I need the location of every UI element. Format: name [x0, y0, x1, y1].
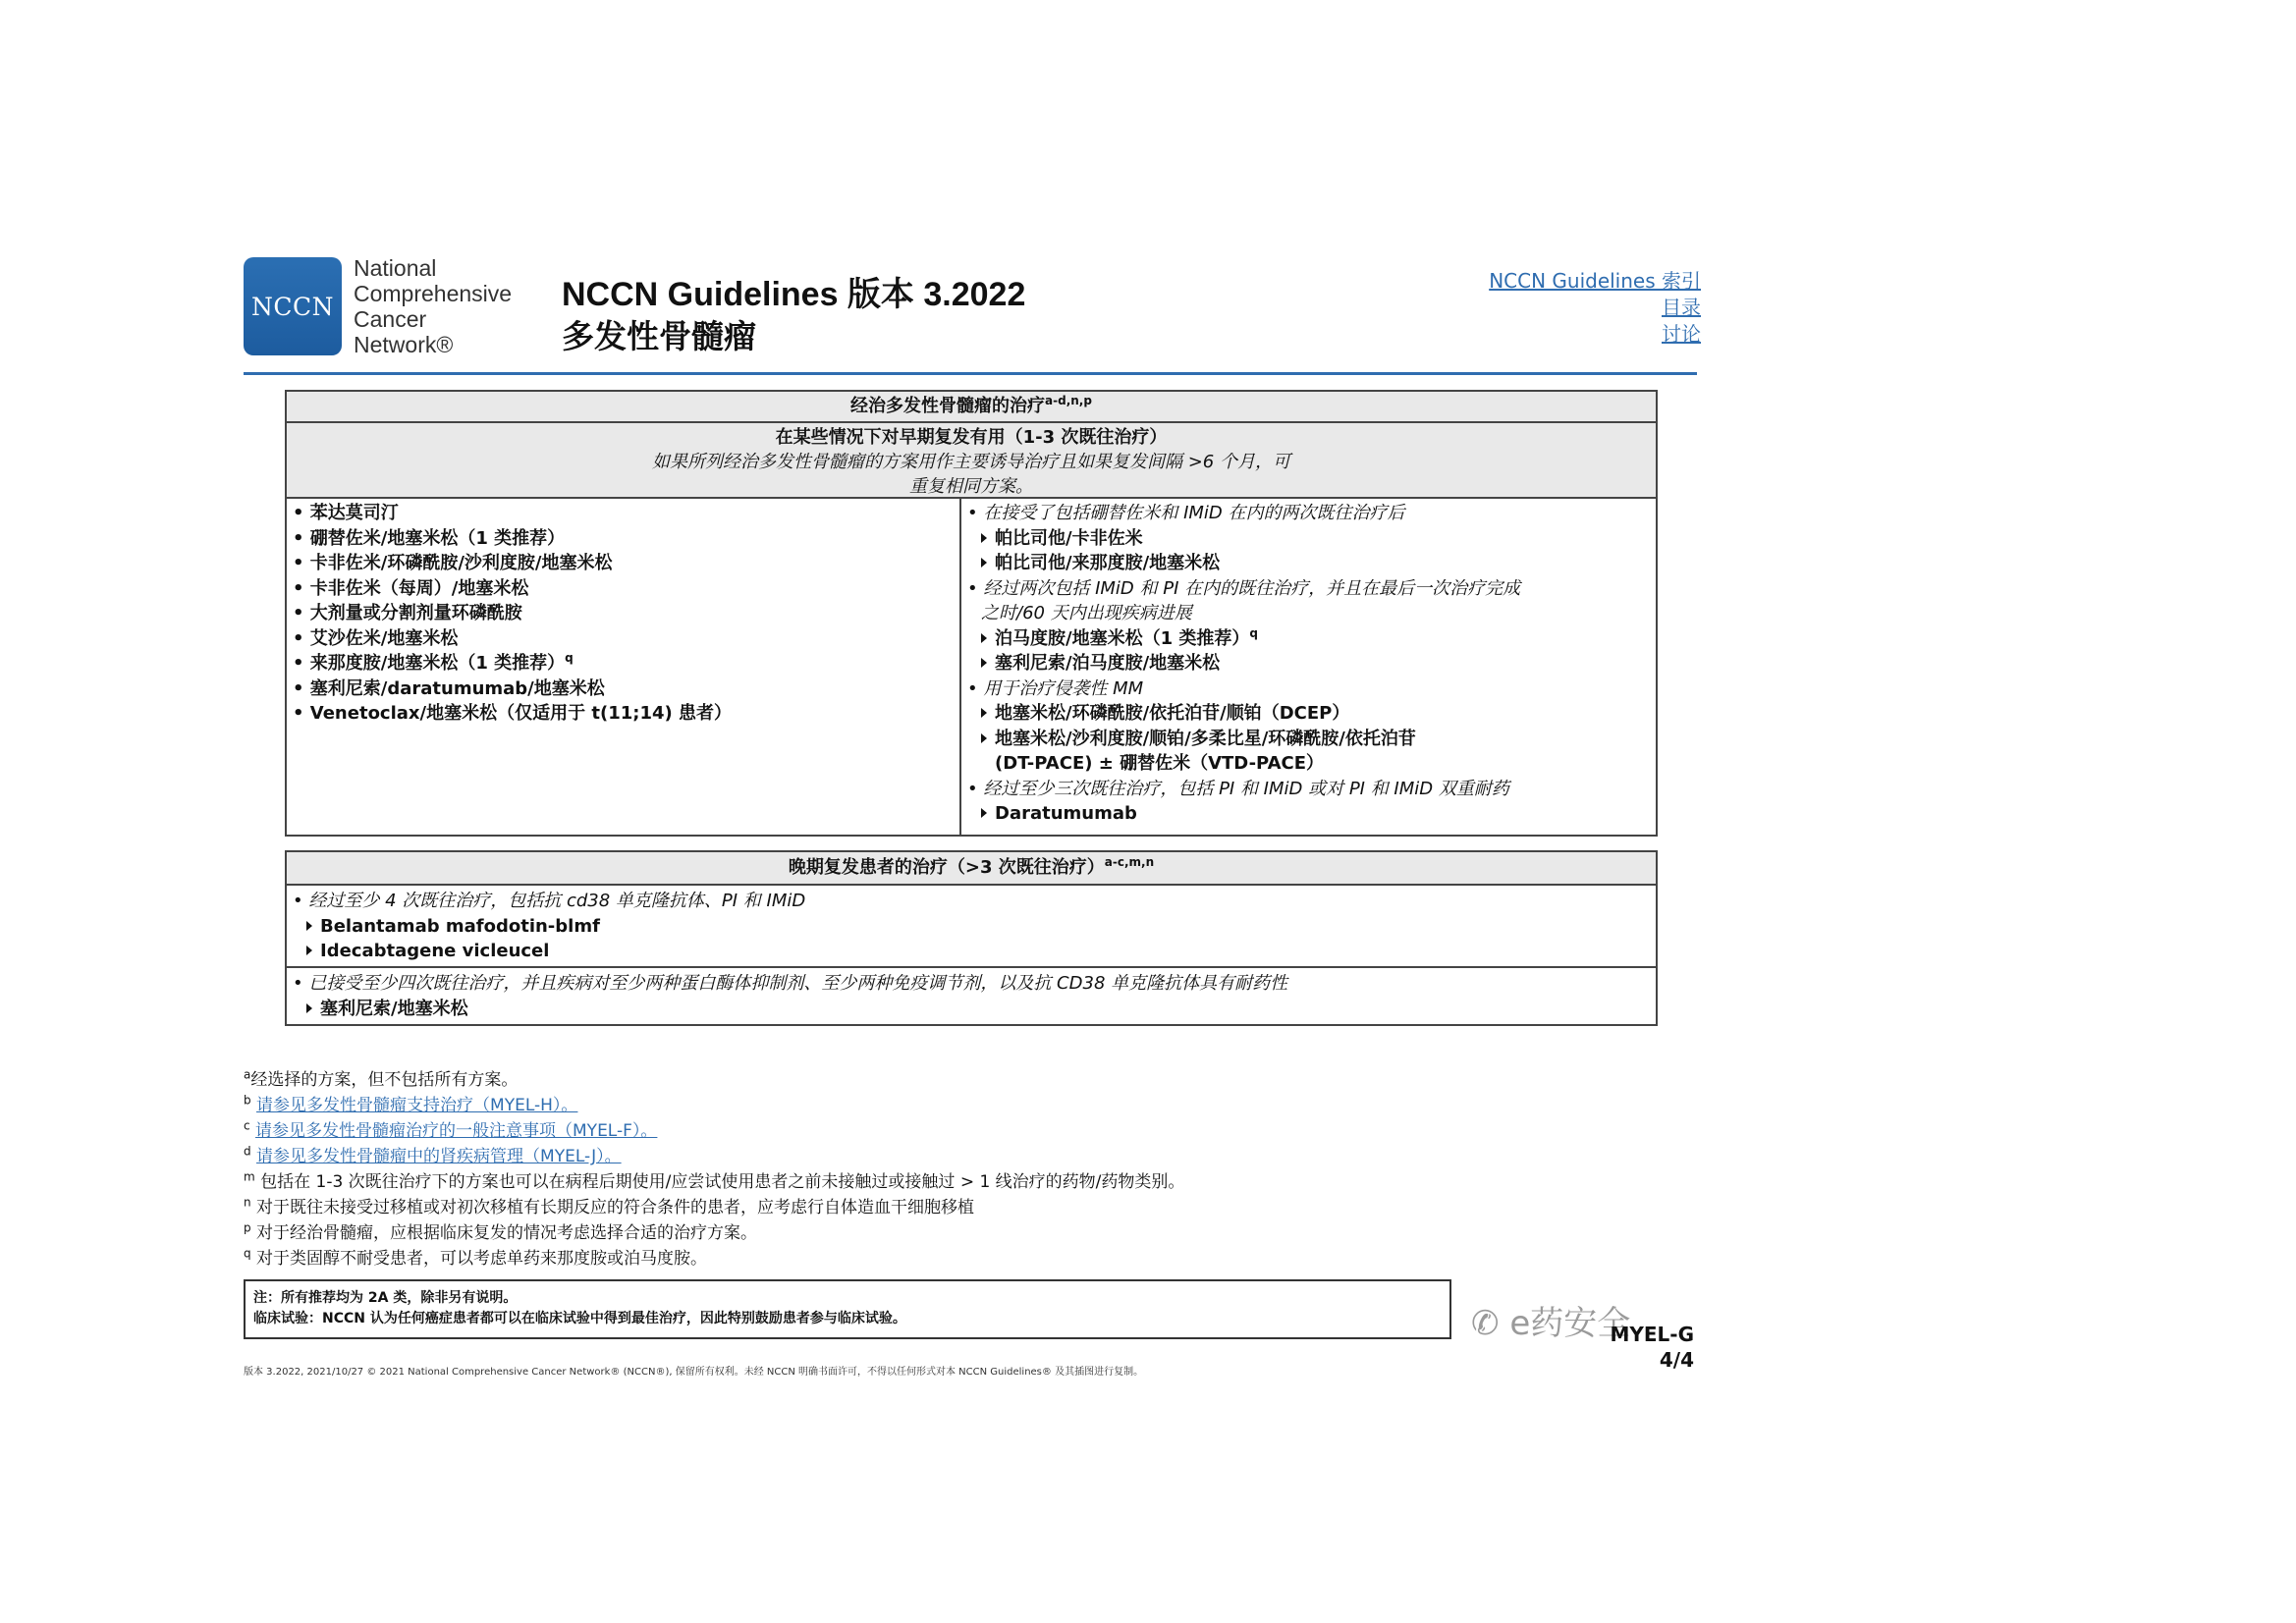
- table-row: [287, 968, 1656, 1021]
- table-title: 经治多发性骨髓瘤的治疗: [850, 396, 1046, 416]
- footnote: $^b$ 请参见多发性骨髓瘤支持治疗（MYEL-H）。: [244, 1093, 578, 1115]
- list-item: • 硼替佐米/地塞米松（1 类推荐）: [293, 527, 566, 549]
- triangle-bullet-icon: [981, 733, 987, 743]
- footnote: $^q$ 对于类固醇不耐受患者，可以考虑单药来那度胺或泊马度胺。: [244, 1246, 708, 1269]
- list-item: • 塞利尼索/daratumumab/地塞米松: [293, 677, 605, 699]
- list-item: 塞利尼索/地塞米松: [293, 997, 1656, 1022]
- table-header: [287, 392, 1656, 423]
- page-title: NCCN Guidelines 版本 3.2022: [562, 276, 1026, 313]
- list-item: 帕比司他/来那度胺/地塞米松: [967, 551, 1656, 576]
- condition-item: • 经过两次包括 IMiD 和 PI 在内的既往治疗，并且在最后一次治疗完成: [967, 577, 1521, 599]
- guidelines-index-link[interactable]: NCCN Guidelines 索引: [1489, 269, 1701, 293]
- triangle-bullet-icon: [306, 921, 312, 931]
- triangle-bullet-icon: [981, 808, 987, 818]
- list-item: • Venetoclax/地塞米松（仅适用于 t(11;14) 患者）: [293, 703, 732, 724]
- condition-item: • 在接受了包括硼替佐米和 IMiD 在内的两次既往治疗后: [967, 503, 1405, 523]
- triangle-bullet-icon: [981, 558, 987, 568]
- clinical-trials-note: 临床试验：NCCN 认为任何癌症患者都可以在临床试验中得到最佳治疗，因此特别鼓励患者参与临床试验。: [253, 1311, 906, 1326]
- footnote: $^p$ 对于经治骨髓瘤，应根据临床复发的情况考虑选择合适的治疗方案。: [244, 1220, 758, 1243]
- org-name-line: National: [354, 255, 437, 281]
- table-header: [287, 852, 1656, 886]
- condition-item: • 经过至少 4 次既往治疗，包括抗 cd38 单克隆抗体、PI 和 IMiD: [293, 891, 806, 911]
- nccn-logo: [244, 257, 342, 355]
- recommendation-note-box: [244, 1279, 1451, 1339]
- condition-item: • 用于治疗侵袭性 MM: [967, 677, 1144, 699]
- page-identifier: [1596, 1322, 1694, 1373]
- list-item: • 苯达莫司汀: [293, 503, 399, 523]
- footnote: $^a$经选择的方案，但不包括所有方案。: [244, 1067, 519, 1090]
- condition-item: • 已接受至少四次既往治疗，并且疾病对至少两种蛋白酶体抑制剂、至少两种免疫调节剂，以及抗 CD38 单克隆抗体具有耐药性: [293, 973, 1288, 994]
- triangle-bullet-icon: [981, 658, 987, 668]
- triangle-bullet-icon: [981, 633, 987, 643]
- title-footnote-ref: a-c,m,n: [1104, 855, 1155, 869]
- footnote: $^n$ 对于既往未接受过移植或对初次移植有长期反应的符合条件的患者，应考虑行自体造血干细胞移植: [244, 1195, 975, 1217]
- late-relapse-table: [285, 850, 1658, 1026]
- footnote-ref: q: [565, 651, 574, 665]
- list-item: 地塞米松/沙利度胺/顺铂/多柔比星/环磷酰胺/依托泊苷: [967, 727, 1656, 752]
- footnote: $^c$ 请参见多发性骨髓瘤治疗的一般注意事项（MYEL-F）。: [244, 1118, 658, 1141]
- early-relapse-heading: 在某些情况下对早期复发有用（1-3 次既往治疗）: [775, 427, 1168, 448]
- triangle-bullet-icon: [306, 1003, 312, 1013]
- triangle-bullet-icon: [981, 708, 987, 718]
- footnote-link[interactable]: 请参见多发性骨髓瘤治疗的一般注意事项（MYEL-F）。: [255, 1121, 658, 1141]
- organization-name: [354, 255, 512, 357]
- list-item: 泊马度胺/地塞米松（1 类推荐）$^q$: [967, 626, 1656, 652]
- org-name-line: Network®: [354, 332, 454, 357]
- previously-treated-table: [285, 390, 1658, 837]
- page-code: MYEL-G: [1610, 1323, 1694, 1346]
- condition-item: • 经过至少三次既往治疗，包括 PI 和 IMiD 或对 PI 和 IMiD 双重耐药: [967, 778, 1509, 799]
- table-row: [287, 886, 1656, 968]
- list-item: • 来那度胺/地塞米松（1 类推荐）$^q$: [293, 651, 574, 674]
- table-title: 晚期复发患者的治疗（>3 次既往治疗）: [788, 857, 1105, 878]
- wechat-watermark: ✆ e药安全: [1471, 1304, 1631, 1343]
- title-footnote-ref: a-d,n,p: [1045, 394, 1092, 407]
- list-item: Daratumumab: [967, 801, 1656, 827]
- discussion-link[interactable]: 讨论: [1662, 322, 1701, 346]
- page-subtitle: 多发性骨髓瘤: [562, 317, 756, 355]
- header-divider: [244, 372, 1697, 375]
- org-name-line: Comprehensive: [354, 281, 513, 306]
- table-of-contents-link[interactable]: 目录: [1662, 296, 1701, 319]
- list-item: • 卡非佐米/环磷酰胺/沙利度胺/地塞米松: [293, 553, 613, 573]
- footnote-ref: q: [1249, 625, 1258, 640]
- regimen-list-right: [961, 499, 1656, 835]
- list-item: Belantamab mafodotin-blmf: [293, 914, 1656, 940]
- list-item: • 卡非佐米（每周）/地塞米松: [293, 577, 529, 599]
- regimen-list-left: [287, 499, 961, 835]
- list-item-cont: (DT-PACE) ± 硼替佐米（VTD-PACE）: [995, 753, 1325, 774]
- triangle-bullet-icon: [981, 533, 987, 543]
- wechat-icon: ✆: [1471, 1304, 1500, 1343]
- logo-text: NCCN: [250, 292, 334, 321]
- category-note: 注：所有推荐均为 2A 类，除非另有说明。: [253, 1290, 518, 1306]
- list-item: • 艾沙佐米/地塞米松: [293, 627, 459, 649]
- footnotes: [244, 1067, 1184, 1271]
- list-item: Idecabtagene vicleucel: [293, 939, 1656, 964]
- org-name-line: Cancer: [354, 306, 427, 332]
- repeat-regimen-note-cont: 重复相同方案。: [909, 476, 1033, 497]
- condition-item-cont: 之时/60 天内出现疾病进展: [981, 603, 1192, 623]
- copyright-footer: 版本 3.2022, 2021/10/27 © 2021 National Comprehensive Cancer Network® (NCCN®), 保留所有权利。未经 NCCN 明确书面许可，不得以任何形式对本 NCCN Guidelines® 及其插图进行复制。: [244, 1367, 1144, 1378]
- list-item: 塞利尼索/泊马度胺/地塞米松: [967, 651, 1656, 676]
- table-subheader: [287, 423, 1656, 499]
- repeat-regimen-note: 如果所列经治多发性骨髓瘤的方案用作主要诱导治疗且如果复发间隔 >6 个月，可: [652, 452, 1290, 472]
- footnote: $^d$ 请参见多发性骨髓瘤中的肾疾病管理（MYEL-J）。: [244, 1144, 622, 1166]
- footnote-link[interactable]: 请参见多发性骨髓瘤支持治疗（MYEL-H）。: [256, 1096, 578, 1115]
- footnote: $^m$ 包括在 1-3 次既往治疗下的方案也可以在病程后期使用/应尝试使用患者之前未接触过或接触过 > 1 线治疗的药物/药物类别。: [244, 1169, 1185, 1192]
- list-item: 帕比司他/卡非佐米: [967, 526, 1656, 552]
- page-number: 4/4: [1659, 1348, 1694, 1372]
- list-item: • 大剂量或分割剂量环磷酰胺: [293, 603, 522, 623]
- nav-links: [1489, 268, 1701, 348]
- triangle-bullet-icon: [306, 946, 312, 955]
- footnote-link[interactable]: 请参见多发性骨髓瘤中的肾疾病管理（MYEL-J）。: [256, 1147, 622, 1166]
- list-item: 地塞米松/环磷酰胺/依托泊苷/顺铂（DCEP）: [967, 701, 1656, 727]
